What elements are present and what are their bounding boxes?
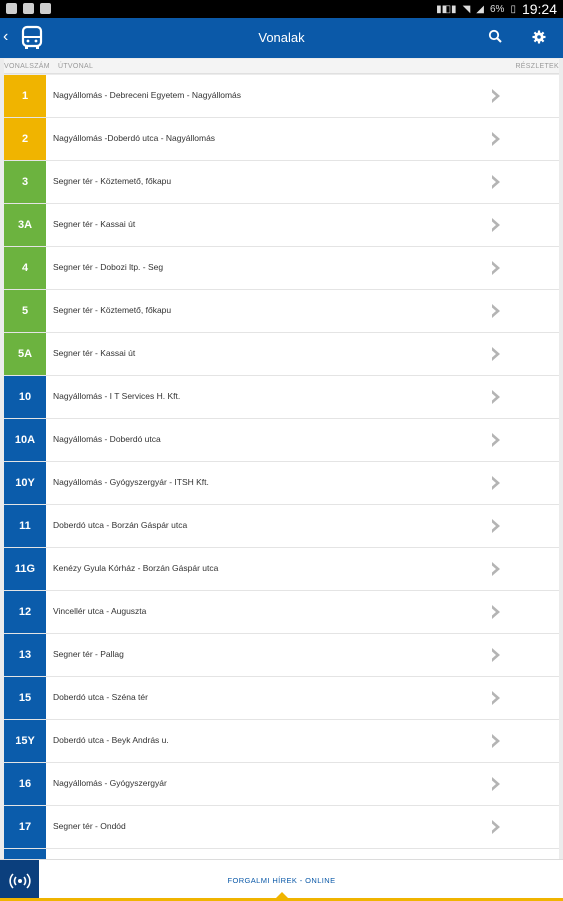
route-path: Nagyállomás - Doberdó utca (53, 434, 161, 444)
route-number-badge: 5A (4, 333, 46, 375)
route-number-badge: 10 (4, 376, 46, 418)
chevron-right-icon[interactable] (490, 432, 502, 448)
chevron-right-icon[interactable] (490, 561, 502, 577)
chevron-right-icon[interactable] (490, 303, 502, 319)
route-path: Segner tér - Kassai út (53, 219, 136, 229)
app-bar (0, 18, 563, 58)
message-icon (40, 3, 51, 14)
chevron-right-icon[interactable] (490, 690, 502, 706)
route-number-badge: 2 (4, 118, 46, 160)
route-path: Nagyállomás - Gyógyszergyár (53, 778, 167, 788)
route-path: Segner tér - Kassai út (53, 348, 136, 358)
route-row[interactable] (4, 333, 559, 376)
route-path: Kenézy Gyula Kórház - Borzán Gáspár utca (53, 563, 219, 573)
route-path: Doberdó utca - Széna tér (53, 692, 148, 702)
search-icon[interactable] (486, 27, 506, 47)
route-number-badge: 11 (4, 505, 46, 547)
route-number-badge: 4 (4, 247, 46, 289)
signal-icon: ◢ (476, 3, 484, 15)
route-path: Segner tér - Ondód (53, 821, 126, 831)
chevron-right-icon[interactable] (490, 131, 502, 147)
back-arrow-icon[interactable]: ‹ (3, 28, 9, 45)
gallery-icon (23, 3, 34, 14)
route-path: Segner tér - Pallag (53, 649, 124, 659)
chevron-right-icon[interactable] (490, 647, 502, 663)
route-row[interactable] (4, 118, 559, 161)
chevron-right-icon[interactable] (490, 733, 502, 749)
header-details: RÉSZLETEK (515, 63, 559, 70)
route-path: Doberdó utca - Borzán Gáspár utca (53, 520, 188, 530)
route-number-badge: 15 (4, 677, 46, 719)
chevron-right-icon[interactable] (490, 475, 502, 491)
route-row[interactable] (4, 677, 559, 720)
traffic-news-link[interactable]: FORGALMI HÍREK - ONLINE (227, 876, 336, 885)
chevron-right-icon[interactable] (490, 217, 502, 233)
route-number-badge: 5 (4, 290, 46, 332)
route-path: Segner tér - Köztemető, főkapu (53, 176, 172, 186)
chevron-right-icon[interactable] (490, 260, 502, 276)
route-row[interactable] (4, 548, 559, 591)
route-row[interactable] (4, 75, 559, 118)
chevron-right-icon[interactable] (490, 819, 502, 835)
route-path: Segner tér - Dobozi ltp. - Seg (53, 262, 164, 272)
route-number-badge: 1 (4, 75, 46, 117)
status-bar (0, 0, 563, 18)
route-row[interactable] (4, 806, 559, 849)
clock: 19:24 (521, 1, 557, 17)
chevron-right-icon[interactable] (490, 346, 502, 362)
route-list[interactable] (4, 75, 559, 858)
route-number-badge: 13 (4, 634, 46, 676)
route-path: Nagyállomás - I T Services H. Kft. (53, 391, 181, 401)
route-row[interactable] (4, 161, 559, 204)
route-row[interactable] (4, 634, 559, 677)
route-row[interactable] (4, 591, 559, 634)
route-number-badge: 3A (4, 204, 46, 246)
route-row[interactable] (4, 763, 559, 806)
route-row[interactable] (4, 462, 559, 505)
route-path: Nagyállomás -Doberdó utca - Nagyállomás (53, 133, 216, 143)
list-header (4, 59, 559, 74)
system-icons (436, 1, 557, 17)
route-row[interactable] (4, 204, 559, 247)
route-path: Doberdó utca - Beyk András u. (53, 735, 169, 745)
route-number-badge: 11G (4, 548, 46, 590)
gear-icon[interactable] (529, 27, 549, 47)
route-path: Segner tér - Köztemető, főkapu (53, 305, 172, 315)
header-route: ÚTVONAL (58, 63, 94, 70)
route-number-badge: 10A (4, 419, 46, 461)
chevron-right-icon[interactable] (490, 88, 502, 104)
battery-icon: ▯ (510, 3, 516, 15)
chevron-right-icon[interactable] (490, 776, 502, 792)
bottom-bar (0, 859, 563, 901)
route-number-badge: 12 (4, 591, 46, 633)
route-row[interactable] (4, 247, 559, 290)
page-title: Vonalak (258, 30, 305, 45)
notification-icons (6, 3, 51, 14)
route-number-badge: 15Y (4, 720, 46, 762)
route-path: Vincellér utca - Auguszta (53, 606, 147, 616)
route-row[interactable] (4, 720, 559, 763)
route-number-badge: 10Y (4, 462, 46, 504)
header-number: VONALSZÁM (4, 63, 50, 70)
chevron-right-icon[interactable] (490, 389, 502, 405)
notification-icon (6, 3, 17, 14)
chevron-right-icon[interactable] (490, 174, 502, 190)
wifi-icon: ◥ (462, 3, 471, 15)
route-number-badge: 17 (4, 806, 46, 848)
route-row[interactable] (4, 419, 559, 462)
route-path: Nagyállomás - Gyógyszergyár - ITSH Kft. (53, 477, 209, 487)
chevron-right-icon[interactable] (490, 518, 502, 534)
route-number-badge: 16 (4, 763, 46, 805)
route-row[interactable] (4, 505, 559, 548)
chevron-right-icon[interactable] (490, 604, 502, 620)
route-row[interactable] (4, 290, 559, 333)
route-row[interactable] (4, 376, 559, 419)
route-number-badge: 3 (4, 161, 46, 203)
vibrate-icon: ▮◧▮ (436, 3, 457, 15)
battery-percent: 6% (489, 3, 505, 15)
route-path: Nagyállomás - Debreceni Egyetem - Nagyállomás (53, 90, 242, 100)
